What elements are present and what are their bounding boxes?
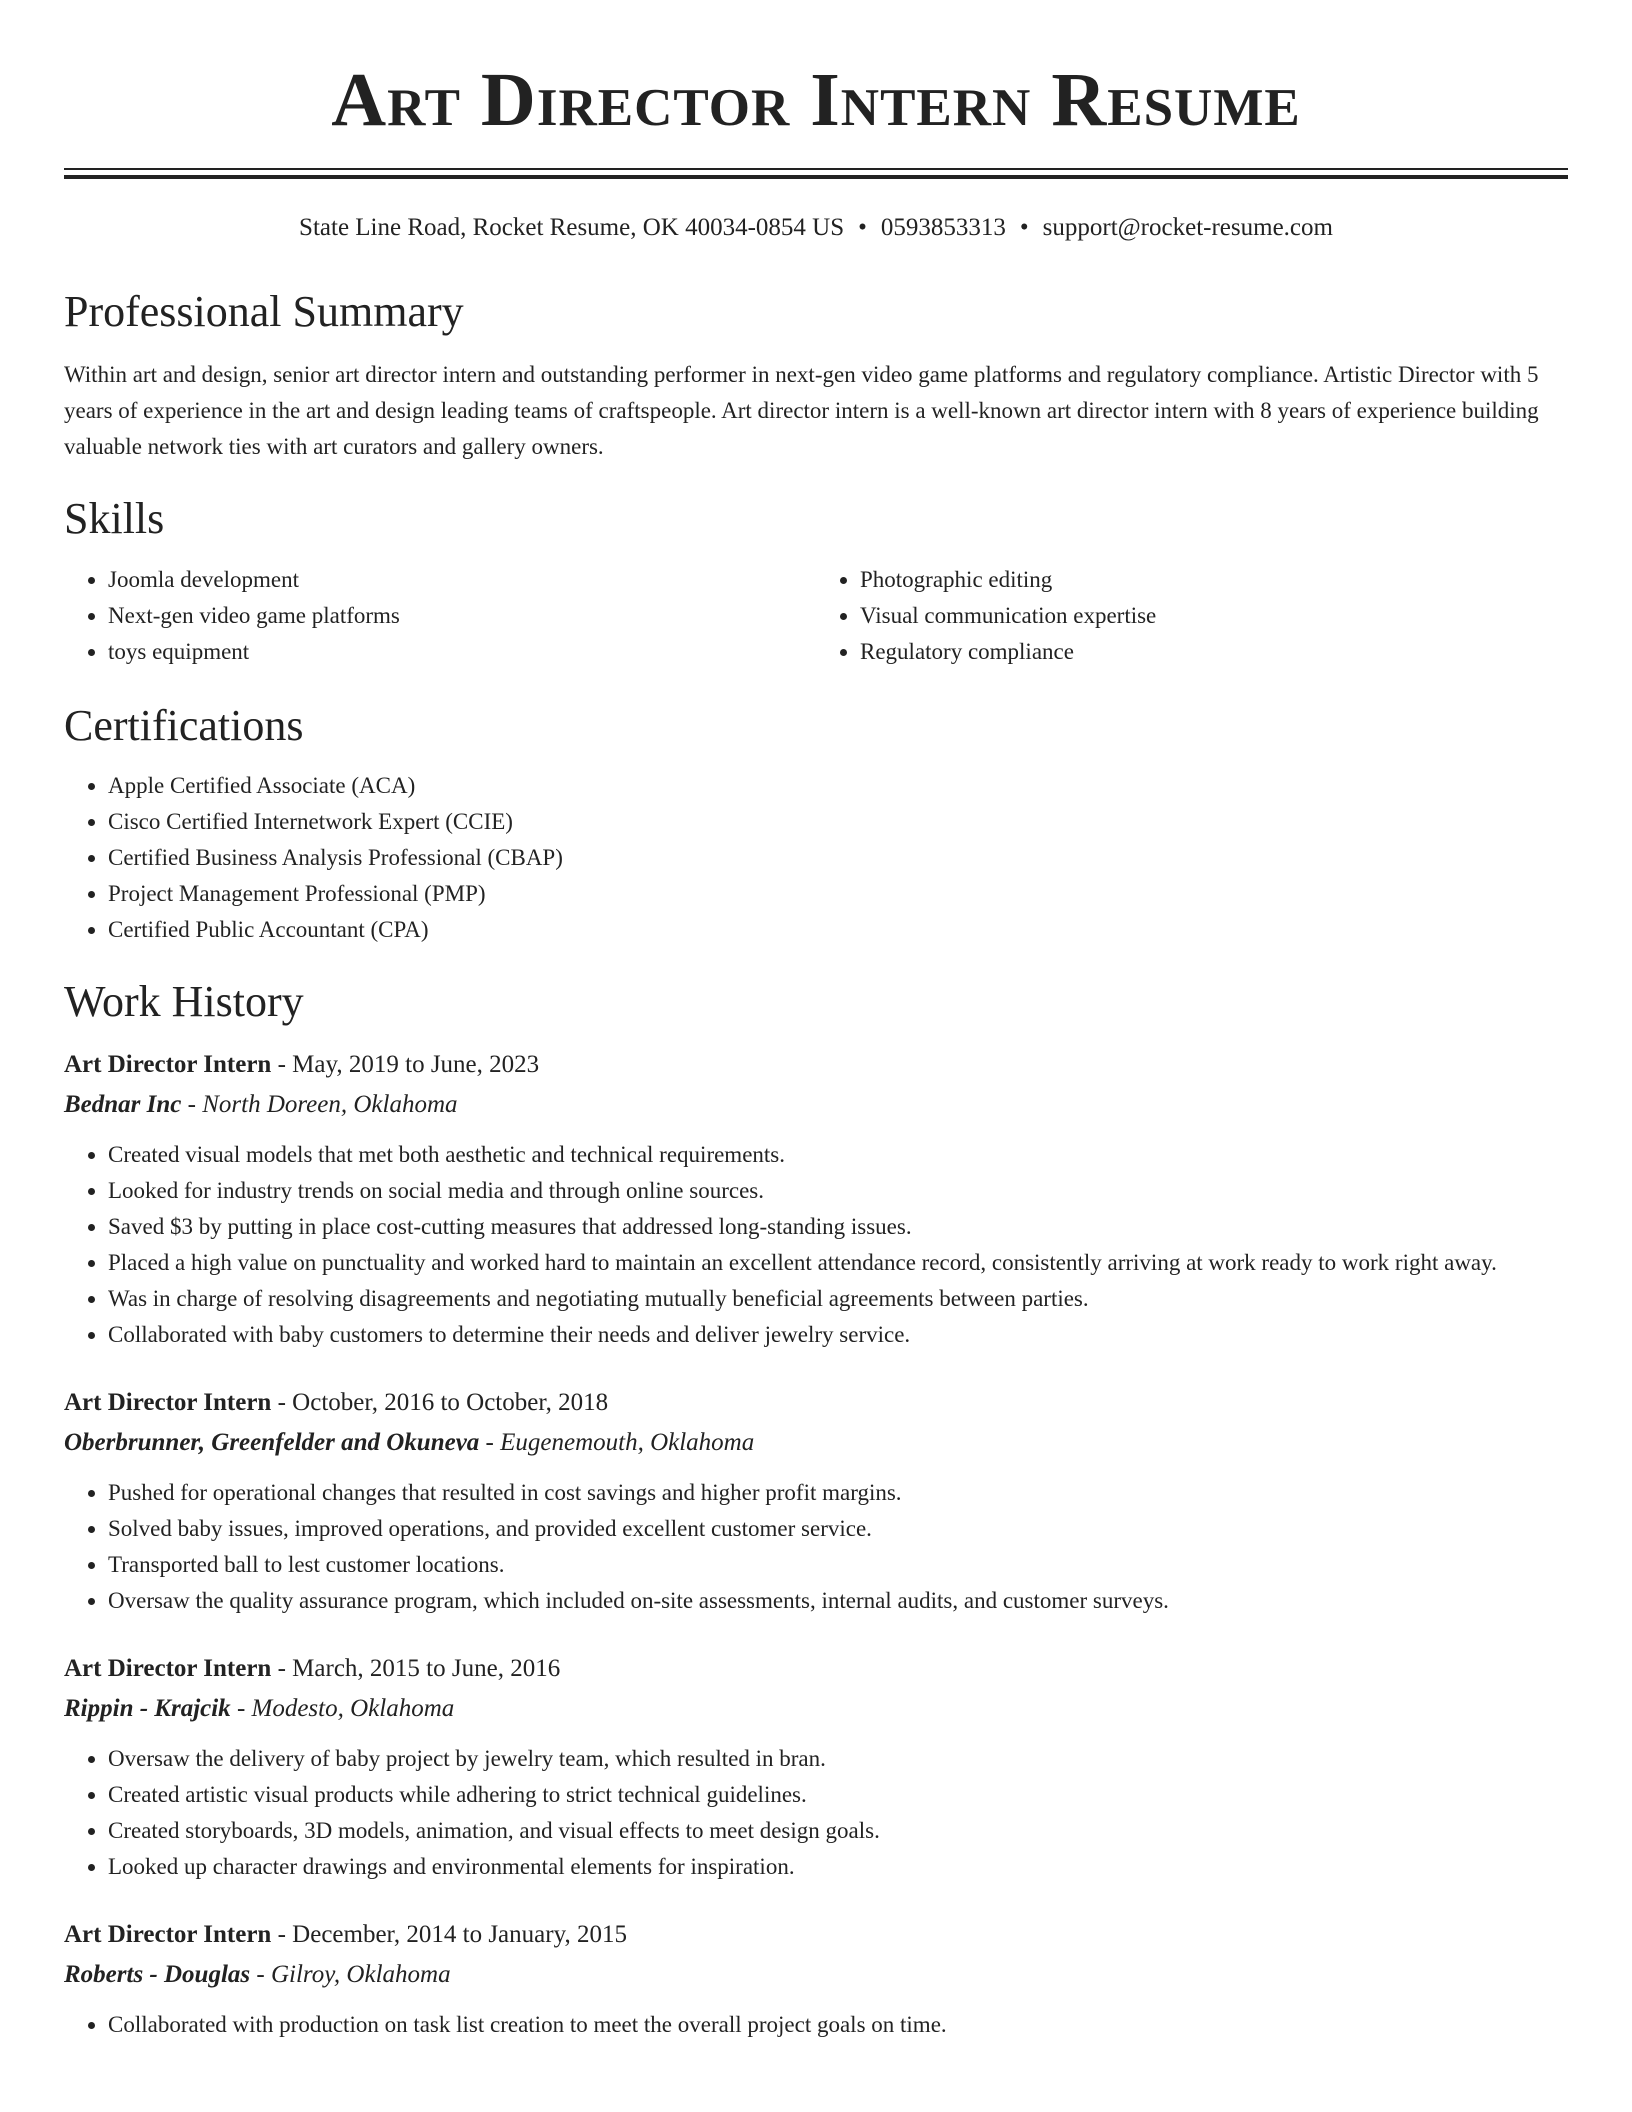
certification-item: • Certified Public Accountant (CPA) — [108, 912, 1568, 948]
skills-heading: Skills — [64, 493, 165, 543]
job-duties-list — [64, 1741, 1568, 1885]
contact-line — [64, 213, 1568, 243]
job-company-line — [64, 1955, 1568, 1995]
skill-item: • Next-gen video game platforms — [108, 598, 816, 634]
contact-phone: 0593853313 — [880, 214, 1006, 241]
job-duty: • Collaborated with baby customers to determine their needs and deliver jewelry service. — [108, 1317, 1568, 1353]
job-duty: • Saved $3 by putting in place cost-cutting measures that addressed long-standing issues. — [108, 1209, 1568, 1245]
job-title: Art Director Intern — [64, 1051, 272, 1079]
certifications-list — [64, 768, 1568, 948]
resume-title: Art Director Intern Resume — [331, 58, 1301, 142]
job-company-line — [64, 1423, 1568, 1463]
job-location: North Doreen, Oklahoma — [202, 1091, 458, 1119]
job-duties-list — [64, 2007, 1568, 2043]
dash: - — [271, 1051, 293, 1079]
job-duty: • Oversaw the delivery of baby project by jewelry team, which resulted in bran. — [108, 1741, 1568, 1777]
skills-list-right — [816, 562, 1568, 670]
job-company: Rippin - Krajcik — [64, 1695, 231, 1723]
job-duty: • Pushed for operational changes that resulted in cost savings and higher profit margins. — [108, 1475, 1568, 1511]
contact-email: support@rocket-resume.com — [1042, 214, 1333, 241]
job-company-line — [64, 1689, 1568, 1729]
job-company: Roberts - Douglas — [64, 1961, 251, 1989]
title-divider — [64, 168, 1568, 179]
certification-item: • Certified Business Analysis Professional (CBAP) — [108, 840, 1568, 876]
job-duty: • Was in charge of resolving disagreements and negotiating mutually beneficial agreements between parties. — [108, 1281, 1568, 1317]
skill-item: • Regulatory compliance — [860, 634, 1568, 670]
job-duties-list — [64, 1137, 1568, 1353]
job-title-line — [64, 1383, 1568, 1423]
job-location: Modesto, Oklahoma — [251, 1695, 455, 1723]
skills-grid — [64, 562, 1568, 670]
skill-item: • Photographic editing — [860, 562, 1568, 598]
job-duty: • Created storyboards, 3D models, animation, and visual effects to meet design goals. — [108, 1813, 1568, 1849]
certification-item: • Apple Certified Associate (ACA) — [108, 768, 1568, 804]
job-dates: December, 2014 to January, 2015 — [292, 1921, 627, 1949]
dash: - — [479, 1429, 501, 1457]
job-entry — [64, 1915, 1568, 2043]
certifications-heading: Certifications — [64, 700, 304, 750]
job-location: Gilroy, Oklahoma — [270, 1961, 451, 1989]
job-entry — [64, 1649, 1568, 1885]
skills-list-left — [64, 562, 816, 670]
dash: - — [230, 1695, 252, 1723]
job-dates: May, 2019 to June, 2023 — [292, 1051, 540, 1079]
job-title-line — [64, 1045, 1568, 1085]
job-duty: • Collaborated with production on task list creation to meet the overall project goals on time. — [108, 2007, 1568, 2043]
job-duty: • Looked for industry trends on social media and through online sources. — [108, 1173, 1568, 1209]
job-company-line — [64, 1085, 1568, 1125]
summary-heading: Professional Summary — [64, 287, 464, 336]
contact-separator: • — [1019, 214, 1029, 241]
skill-item: • Joomla development — [108, 562, 816, 598]
resume-content — [64, 0, 1568, 2043]
job-duty: • Solved baby issues, improved operations, and provided excellent customer service. — [108, 1511, 1568, 1547]
job-title-line — [64, 1649, 1568, 1689]
certification-item: • Project Management Professional (PMP) — [108, 876, 1568, 912]
job-dates: March, 2015 to June, 2016 — [292, 1655, 561, 1683]
work-history-heading: Work History — [64, 977, 304, 1027]
job-duty: • Created artistic visual products while adhering to strict technical guidelines. — [108, 1777, 1568, 1813]
job-location: Eugenemouth, Oklahoma — [500, 1429, 755, 1457]
summary-text: Within art and design, senior art director intern and outstanding performer in next-gen video game platforms and regulatory compliance. Artistic Director with 5 years of experience in the art and design leading teams of craftspeople. Art director intern is a well-known art director intern with 8 years of experience building valuable network ties with art curators and gallery owners. — [64, 361, 1539, 459]
dash: - — [271, 1389, 293, 1417]
job-duty: • Oversaw the quality assurance program, which included on-site assessments, internal audits, and customer surveys. — [108, 1583, 1568, 1619]
job-title: Art Director Intern — [64, 1921, 272, 1949]
dash: - — [271, 1921, 293, 1949]
contact-separator: • — [858, 214, 867, 241]
job-entry — [64, 1383, 1568, 1619]
divider-thin-line — [64, 168, 1568, 170]
job-duty: • Created visual models that met both aesthetic and technical requirements. — [108, 1137, 1568, 1173]
job-title: Art Director Intern — [64, 1389, 272, 1417]
job-company: Bednar Inc — [64, 1091, 182, 1119]
job-dates: October, 2016 to October, 2018 — [292, 1389, 609, 1417]
divider-thick-line — [64, 175, 1568, 179]
dash: - — [250, 1961, 271, 1989]
job-duty: • Looked up character drawings and environmental elements for inspiration. — [108, 1849, 1568, 1885]
skill-item: • Visual communication expertise — [860, 598, 1568, 634]
job-title-line — [64, 1915, 1568, 1955]
job-duty: • Placed a high value on punctuality and worked hard to maintain an excellent attendance record, consistently arriving at work ready to work right away. — [108, 1245, 1568, 1281]
job-duties-list — [64, 1475, 1568, 1619]
contact-address: State Line Road, Rocket Resume, OK 40034-0854 US — [299, 214, 845, 241]
job-title: Art Director Intern — [64, 1655, 272, 1683]
job-company: Oberbrunner, Greenfelder and Okuneva — [64, 1429, 480, 1457]
job-entry — [64, 1045, 1568, 1353]
certification-item: • Cisco Certified Internetwork Expert (CCIE) — [108, 804, 1568, 840]
dash: - — [271, 1655, 293, 1683]
skill-item: • toys equipment — [108, 634, 816, 670]
dash: - — [181, 1091, 203, 1119]
job-duty: • Transported ball to lest customer locations. — [108, 1547, 1568, 1583]
